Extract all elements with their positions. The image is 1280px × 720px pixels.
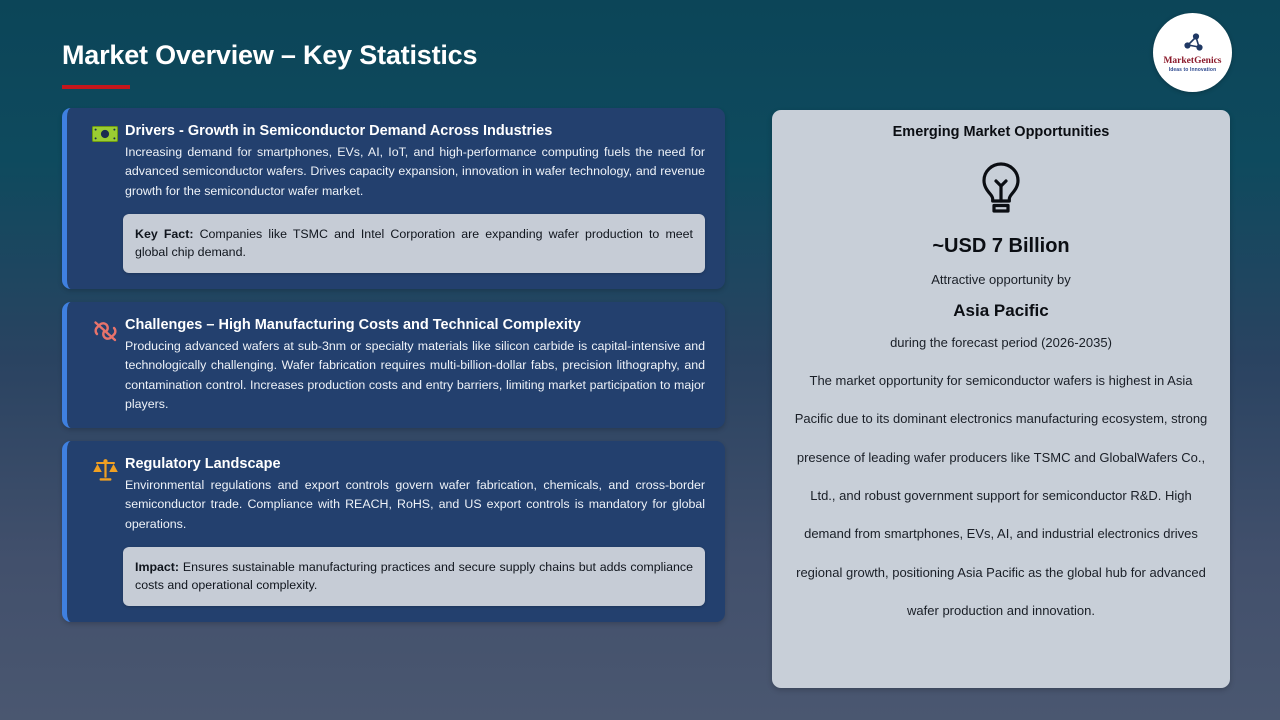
opportunity-value: ~USD 7 Billion <box>932 235 1070 257</box>
logo-tagline: Ideas to Innovation <box>1168 66 1217 73</box>
balance-scales-icon <box>85 455 125 483</box>
card-header <box>85 122 705 201</box>
opportunity-period: during the forecast period (2026-2035) <box>890 335 1112 350</box>
card-drivers <box>62 108 725 289</box>
opportunity-region: Asia Pacific <box>953 301 1049 320</box>
card-content <box>125 122 705 201</box>
card-title: Challenges – High Manufacturing Costs and Technical Complexity <box>125 317 581 333</box>
broken-link-icon <box>85 316 125 343</box>
card-header <box>85 316 705 414</box>
card-description: Producing advanced wafers at sub-3nm or specialty materials like silicon carbide is capital-intensive and technologically challenging. Wafer fabrication requires multi-billion-dollar fabs, precision lithography, and contamination control. Increases production costs and entry barriers, limiting market participation to major players. <box>125 339 705 411</box>
banknote-icon <box>85 122 125 143</box>
lightbulb-icon <box>973 160 1029 216</box>
card-content <box>125 455 705 534</box>
card-challenges <box>62 302 725 428</box>
callout-text: Ensures sustainable manufacturing practices and secure supply chains but adds compliance costs and operational complexity. <box>135 559 693 593</box>
brand-logo <box>1153 13 1232 92</box>
opportunity-subtitle: Attractive opportunity by <box>931 272 1071 287</box>
key-statistics-column <box>62 108 725 635</box>
network-nodes-icon <box>1180 32 1206 56</box>
card-description: Increasing demand for smartphones, EVs, AI, IoT, and high-performance computing fuels the need for advanced semiconductor wafers. Drives capacity expansion, innovation in wafer technology, and revenue growth for the semiconductor wafer market. <box>125 145 705 198</box>
impact-callout <box>123 547 705 606</box>
emerging-opportunities-panel <box>772 110 1230 688</box>
title-underline-rule <box>62 85 130 89</box>
callout-text: Companies like TSMC and Intel Corporation are expanding wafer production to meet global chip demand. <box>135 226 693 260</box>
card-title: Drivers - Growth in Semiconductor Demand Across Industries <box>125 123 553 139</box>
logo-name: MarketGenics <box>1163 56 1222 67</box>
card-title: Regulatory Landscape <box>125 456 281 472</box>
card-regulatory <box>62 441 725 622</box>
key-fact-callout <box>123 214 705 273</box>
opportunity-paragraph: The market opportunity for semiconductor wafers is highest in Asia Pacific due to its dominant electronics manufacturing ecosystem, strong presence of leading wafer producers like TSMC and GlobalWafers Co., Ltd., and robust government support for semiconductor R&D. High demand from smartphones, EVs, AI, and industrial electronics drives regional growth, positioning Asia Pacific as the global hub for advanced wafer production and innovation. <box>794 373 1208 619</box>
page-title: Market Overview – Key Statistics <box>62 40 478 70</box>
callout-label: Impact: <box>135 559 180 574</box>
card-content <box>125 316 705 414</box>
card-description: Environmental regulations and export controls govern wafer fabrication, chemicals, and cross-border semiconductor trade. Compliance with REACH, RoHS, and US export controls is mandatory for global operations. <box>125 478 705 531</box>
panel-title: Emerging Market Opportunities <box>892 124 1110 140</box>
card-header <box>85 455 705 534</box>
callout-label: Key Fact: <box>135 226 194 241</box>
